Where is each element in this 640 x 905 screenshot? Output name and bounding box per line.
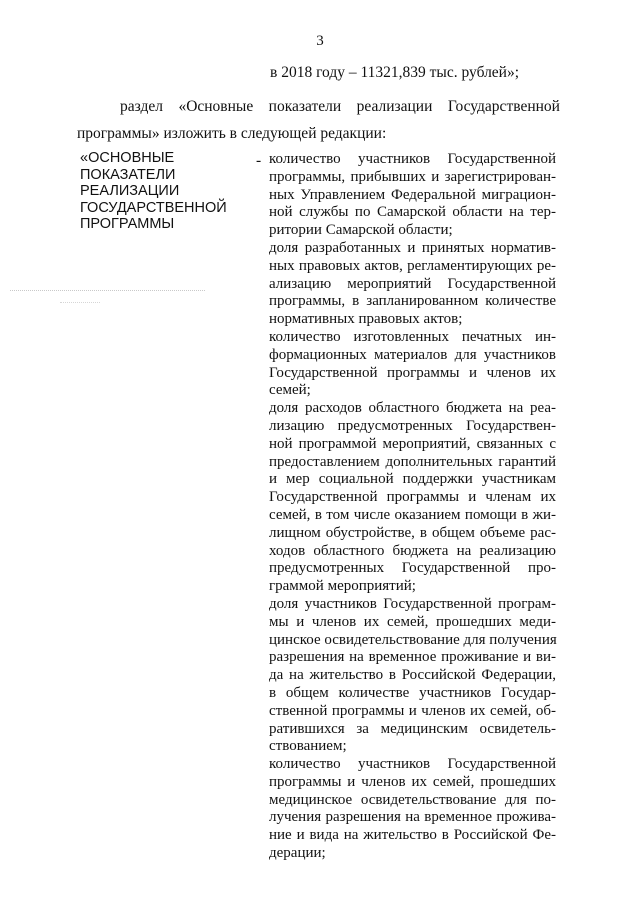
text-line: в общем количестве участников Государ- <box>269 684 556 701</box>
text-line: предоставлением дополнительных гарантий <box>269 453 556 470</box>
text-line: ритории Самарской области; <box>269 222 453 239</box>
heading-line: «ОСНОВНЫЕ <box>80 150 175 166</box>
text-line: количество участников Государственной <box>269 756 556 773</box>
previous-section-ending: в 2018 году – 11321,839 тыс. рублей»; <box>270 64 520 81</box>
text-line: лучения разрешения на временное прожива- <box>269 809 556 826</box>
text-line: дерации; <box>269 845 326 862</box>
heading-line: РЕАЛИЗАЦИИ <box>80 183 180 199</box>
section-heading <box>80 150 250 233</box>
text-line: ствованием; <box>269 738 347 755</box>
text-line: цинское освидетельствование для получения <box>269 631 557 648</box>
intro-word: Государственной <box>447 98 560 115</box>
text-line: семей; <box>269 382 311 399</box>
text-line: ной программой мероприятий, связанных с <box>269 435 556 452</box>
intro-word: «Основные <box>178 98 254 115</box>
text-line: семей, в том числе оказанием помощи в жи- <box>269 506 556 523</box>
text-line: программы, в запланированном количестве <box>269 293 556 310</box>
text-line: предусмотренных Государственной про- <box>269 560 556 577</box>
text-line: доля участников Государственной програм- <box>269 595 556 612</box>
scan-artifact <box>10 290 205 292</box>
text-line: Государственной программы и членам их <box>269 489 556 506</box>
text-line: мы и членов их семей, прошедших меди- <box>269 613 556 630</box>
text-line: медицинское освидетельствование для по- <box>269 791 556 808</box>
text-line: ализацию мероприятий Государственной <box>269 275 556 292</box>
text-line: ной службы по Самарской области на тер- <box>269 204 556 221</box>
scan-artifact <box>60 302 100 304</box>
text-line: доля разработанных и принятых норматив- <box>269 239 556 256</box>
text-line: программы, прибывших и зарегистрирован- <box>269 168 556 185</box>
intro-word: раздел <box>120 98 163 115</box>
text-line: нормативных правовых актов; <box>269 311 463 328</box>
text-line: ственной программы и членов их семей, об- <box>269 702 556 719</box>
text-line: ных правовых актов, регламентирующих ре- <box>269 257 556 274</box>
text-line: лищном обустройстве, в общем объеме рас- <box>269 524 556 541</box>
text-line: Государственной программы и членов их <box>269 364 556 381</box>
text-line: лизацию предусмотренных Государствен- <box>269 417 556 434</box>
text-line: доля расходов областного бюджета на реа- <box>269 400 556 417</box>
intro-word: реализации <box>356 98 433 115</box>
text-line: количество участников Государственной <box>269 151 556 167</box>
text-line: ние и вида на жительство в Российской Фе- <box>269 827 556 844</box>
heading-line: ГОСУДАРСТВЕННОЙ <box>80 199 227 216</box>
heading-line: ПРОГРАММЫ <box>80 216 175 232</box>
heading-line: ПОКАЗАТЕЛИ <box>80 166 176 183</box>
separator-dash: - <box>256 152 262 169</box>
text-line: граммой мероприятий; <box>269 578 416 595</box>
text-line: программы и членов их семей, прошедших <box>269 773 556 790</box>
page-number: 3 <box>316 33 324 49</box>
intro-line-2: программы» изложить в следующей редакции: <box>77 125 387 142</box>
text-line: и мер социальной поддержки участникам <box>269 471 556 488</box>
text-line: ходов областного бюджета на реализацию <box>269 542 556 559</box>
text-line: да на жительство в Российской Федерации, <box>269 667 556 684</box>
intro-line-1 <box>120 98 560 116</box>
text-line: количество изготовленных печатных ин- <box>269 328 556 345</box>
indicators-list <box>269 151 556 863</box>
text-line: ратившихся за медицинским освидетель- <box>269 720 556 737</box>
intro-word: показатели <box>268 98 342 115</box>
text-line: ных Управлением Федеральной миграцион- <box>269 186 556 203</box>
text-line: разрешения на временное проживание и ви- <box>269 649 556 666</box>
text-line: формационных материалов для участников <box>269 346 556 363</box>
